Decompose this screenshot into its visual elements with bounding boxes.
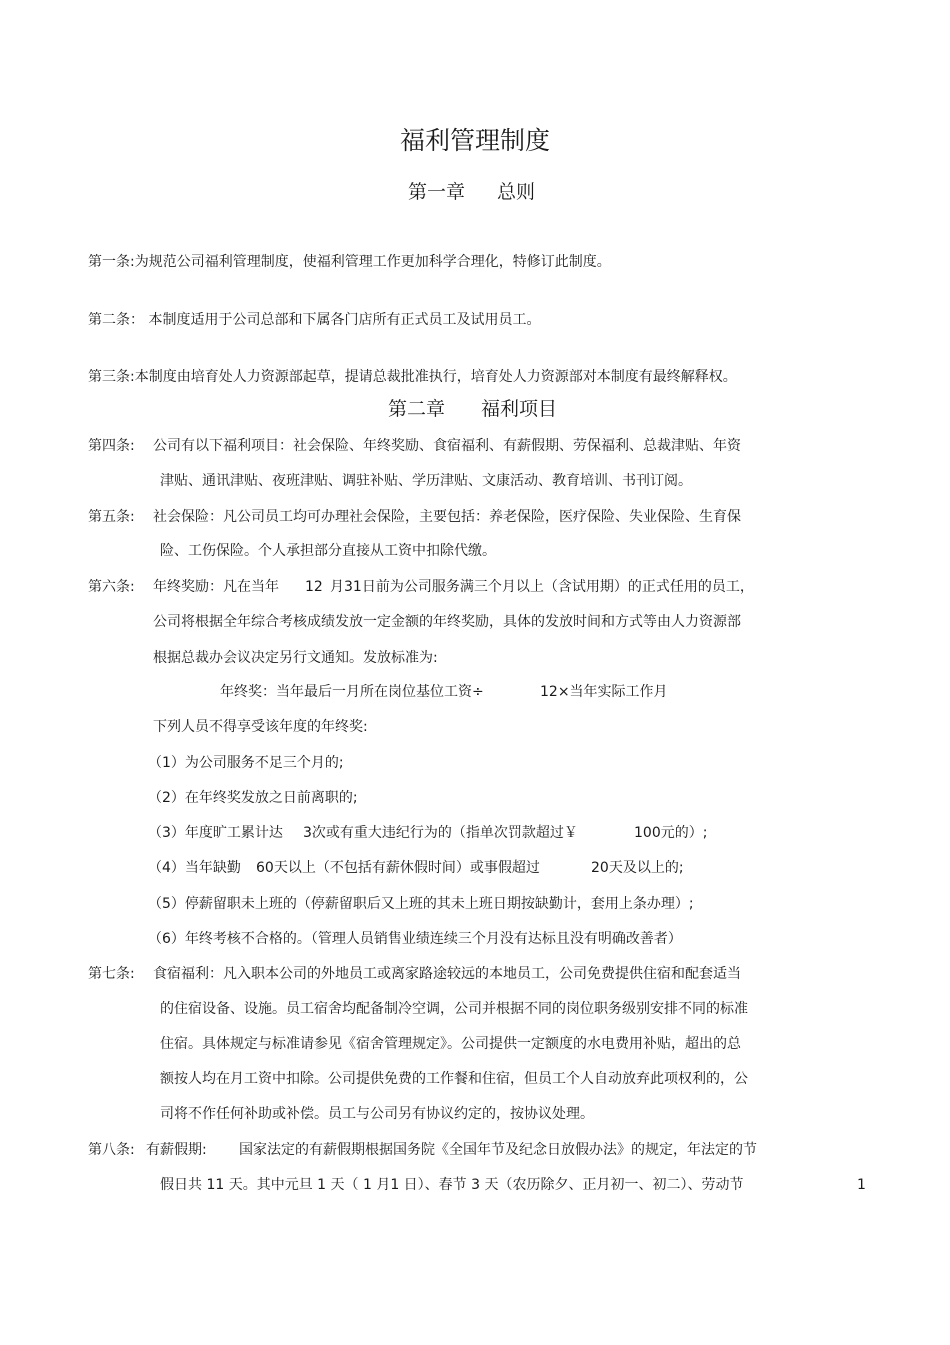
article-6-line-1a: 年终奖励：凡在当年 bbox=[153, 579, 279, 595]
article-8-head: 有薪假期: bbox=[146, 1142, 207, 1158]
exclusion-intro: 下列人员不得享受该年度的年终奖: bbox=[153, 719, 368, 735]
article-2-text: ： 本制度适用于公司总部和下属各门店所有正式员工及试用员工。 bbox=[130, 312, 541, 328]
article-7-line: 额按人均在月工资中扣除。公司提供免费的工作餐和住宿，但员工个人自动放弃此项权利的，公 bbox=[160, 1071, 748, 1087]
article-7-line: 司将不作任何补助或补偿。员工与公司另有协议约定的，按协议处理。 bbox=[160, 1106, 594, 1122]
article-7-line: 食宿福利：凡入职本公司的外地员工或离家路途较远的本地员工，公司免费提供住宿和配套适当 bbox=[153, 966, 741, 982]
exclusion-item: （6）年终考核不合格的。（管理人员销售业绩连续三个月没有达标且没有明确改善者） bbox=[148, 931, 682, 947]
article-8-label: 第八条: bbox=[88, 1142, 135, 1158]
bonus-formula-a: 年终奖：当年最后一月所在岗位基位工资÷ bbox=[220, 684, 484, 700]
article-3-label: 第三条 bbox=[88, 369, 130, 385]
exclusion-item-3a: （3）年度旷工累计达 bbox=[148, 825, 283, 841]
exclusion-item-4a: （4）当年缺勤 bbox=[148, 860, 241, 876]
article-5-line: 社会保险：凡公司员工均可办理社会保险，主要包括：养老保险，医疗保险、失业保险、生育保 bbox=[153, 509, 741, 525]
article-5-label: 第五条: bbox=[88, 509, 135, 525]
article-7-label: 第七条: bbox=[88, 966, 135, 982]
exclusion-item-4c: 20天及以上的; bbox=[591, 860, 684, 876]
article-7-line: 住宿。具体规定与标准请参见《宿舍管理规定》。公司提供一定额度的水电费用补贴，超出的总 bbox=[160, 1036, 741, 1052]
article-6-line-2: 公司将根据全年综合考核成绩发放一定金额的年终奖励，具体的发放时间和方式等由人力资源部 bbox=[153, 614, 741, 630]
article-4-line: 公司有以下福利项目：社会保险、年终奖励、食宿福利、有薪假期、劳保福利、总裁津贴、年资 bbox=[153, 438, 741, 454]
chapter-2-name: 福利项目 bbox=[481, 398, 558, 420]
article-4-line: 津贴、通讯津贴、夜班津贴、调驻补贴、学历津贴、文康活动、教育培训、书刊订阅。 bbox=[160, 473, 692, 489]
article-4-label: 第四条: bbox=[88, 438, 135, 454]
article-6-line-3: 根据总裁办会议决定另行文通知。发放标准为: bbox=[153, 650, 438, 666]
article-6-line-1b: 12 bbox=[305, 579, 323, 595]
article-5-line: 险、工伤保险。个人承担部分直接从工资中扣除代缴。 bbox=[160, 543, 496, 559]
chapter-1-name: 总则 bbox=[497, 181, 536, 203]
article-8-line-1: 国家法定的有薪假期根据国务院《全国年节及纪念日放假办法》的规定，年法定的节 bbox=[239, 1142, 757, 1158]
exclusion-item: （1）为公司服务不足三个月的; bbox=[148, 755, 344, 771]
article-6-line-1c: 月31日前为公司服务满三个月以上（含试用期）的正式任用的员工， bbox=[330, 579, 754, 595]
article-2-label: 第二条 bbox=[88, 312, 130, 328]
article-7-line: 的住宿设备、设施。员工宿舍均配备制冷空调，公司并根据不同的岗位职务级别安排不同的标准 bbox=[160, 1001, 748, 1017]
chapter-1-number: 第一章 bbox=[408, 181, 466, 203]
article-3-text: :本制度由培育处人力资源部起草，提请总裁批准执行，培育处人力资源部对本制度有最终解释权。 bbox=[130, 369, 737, 385]
document-title: 福利管理制度 bbox=[399, 126, 550, 155]
chapter-2-number: 第二章 bbox=[388, 398, 446, 420]
bonus-formula-b: 12×当年实际工作月 bbox=[540, 684, 668, 700]
article-6-label: 第六条: bbox=[88, 579, 135, 595]
article-8-line-2-tail: 1 bbox=[857, 1177, 866, 1193]
exclusion-item-4b: 60天以上（不包括有薪休假时间）或事假超过 bbox=[256, 860, 540, 876]
exclusion-item: （5）停薪留职未上班的（停薪留职后又上班的其未上班日期按缺勤计，套用上条办理）; bbox=[148, 896, 694, 912]
exclusion-item: （2）在年终奖发放之日前离职的; bbox=[148, 790, 358, 806]
exclusion-item-3c: 100元的）; bbox=[634, 825, 708, 841]
exclusion-item-3b: 3次或有重大违纪行为的（指单次罚款超过￥ bbox=[303, 825, 578, 841]
article-8-line-2: 假日共 11 天。其中元旦 1 天（ 1 月1 日）、春节 3 天（农历除夕、正月初一、初二）、劳动节 bbox=[160, 1177, 744, 1193]
article-1-label: 第一条 bbox=[88, 254, 130, 270]
article-1-text: :为规范公司福利管理制度，使福利管理工作更加科学合理化，特修订此制度。 bbox=[130, 254, 611, 270]
